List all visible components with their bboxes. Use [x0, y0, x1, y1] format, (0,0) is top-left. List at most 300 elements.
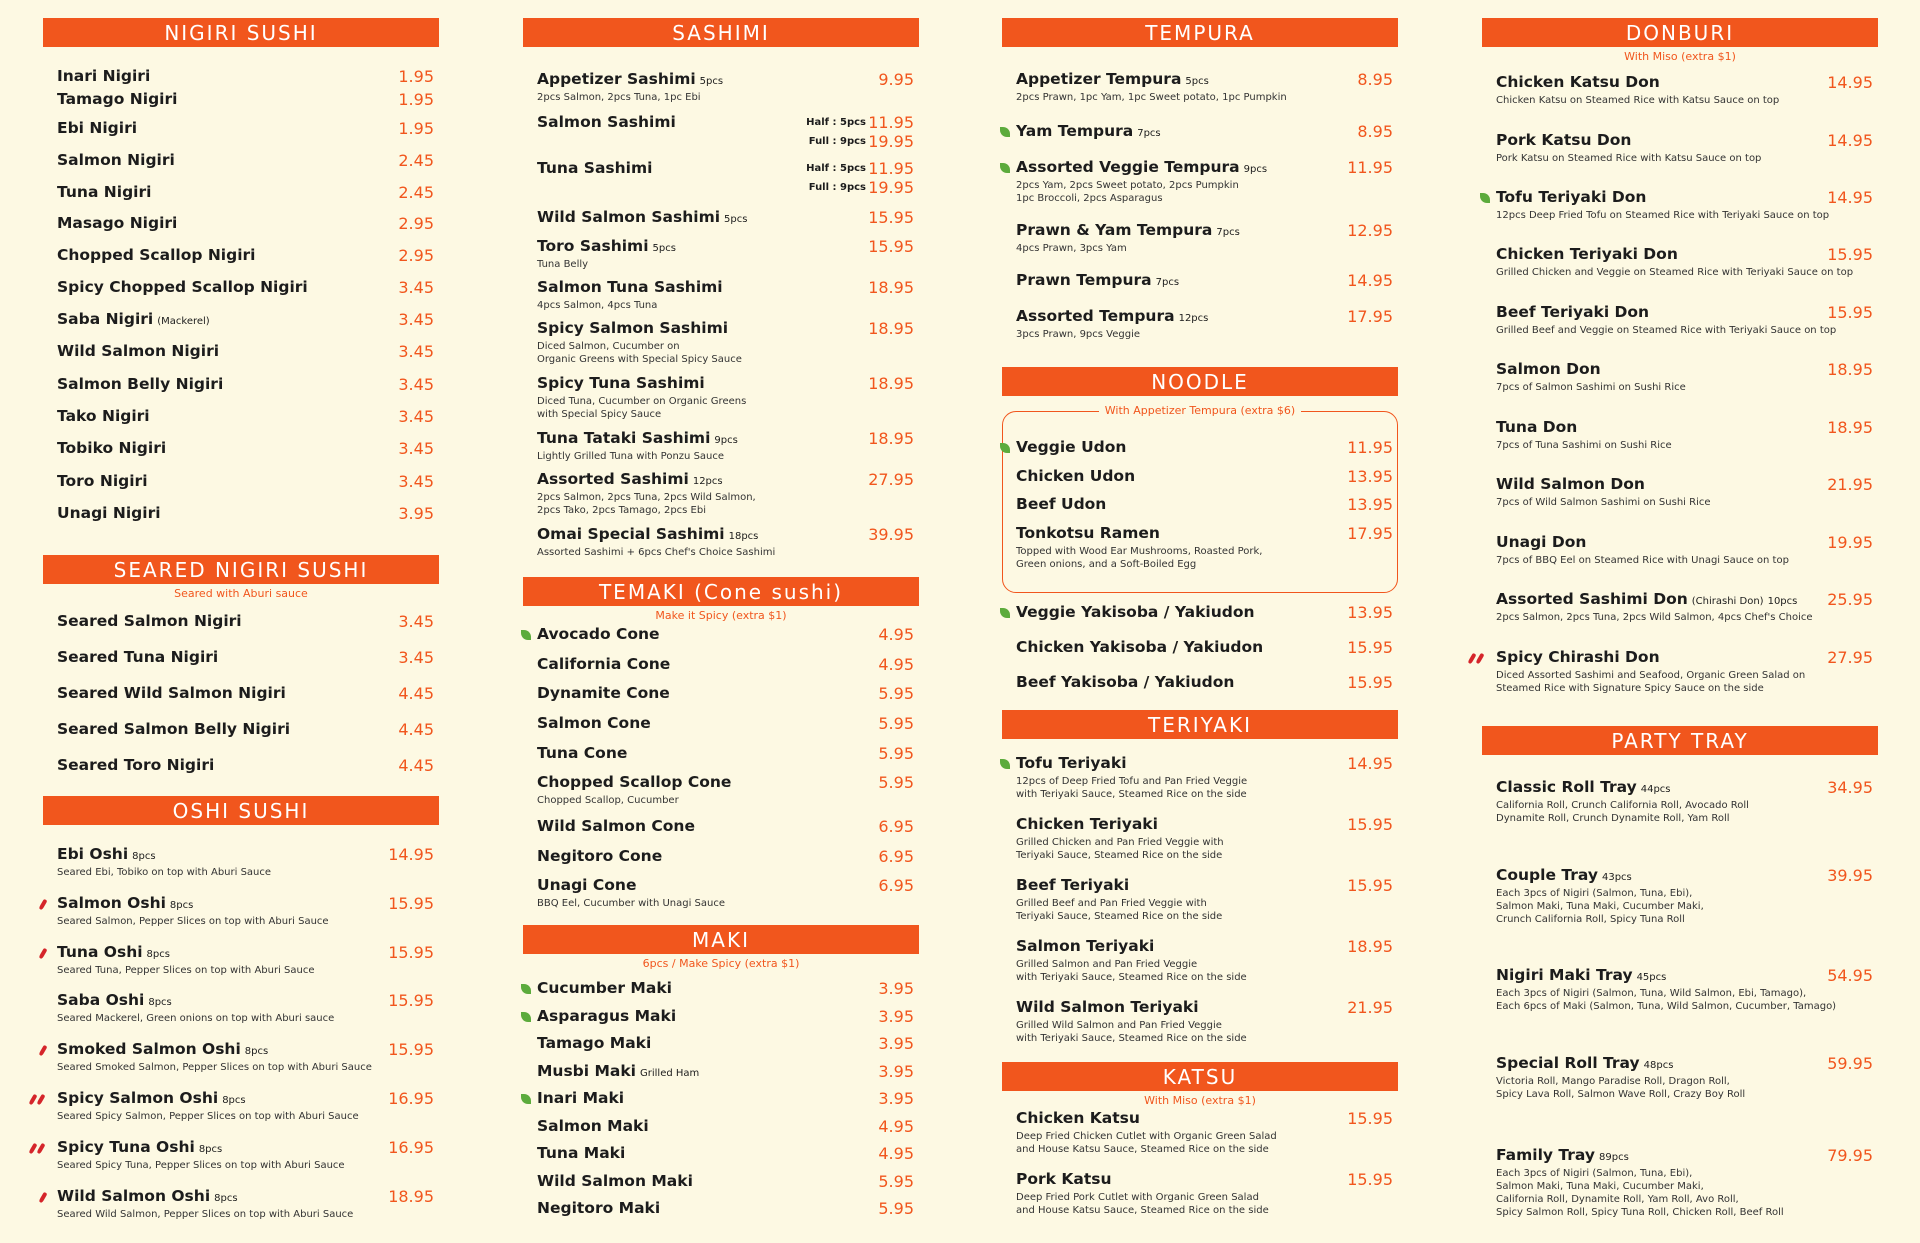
vegetarian-leaf-icon — [1480, 193, 1490, 203]
item-name — [1016, 221, 1240, 239]
full-portion-price: 19.95 — [868, 178, 914, 197]
item-name-text: Salmon Tuna Sashimi — [537, 278, 723, 296]
item-name — [537, 470, 723, 488]
item-description: 12pcs Deep Fried Tofu on Steamed Rice with Teriyaki Sauce on top — [1496, 210, 1830, 221]
vegetarian-leaf-icon — [1000, 759, 1010, 769]
item-qualifier: 7pcs — [1137, 128, 1161, 139]
item-description: Each 3pcs of Nigiri (Salmon, Tuna, Wild Salmon, Ebi, Tamago), Each 6pcs of Maki (Salmon, Tuna, Wild Salmon, Cucumber, Tamago) — [1496, 988, 1837, 1012]
item-qualifier: 12pcs — [692, 476, 723, 487]
item-price: 27.95 — [868, 470, 914, 489]
item-price: 18.95 — [868, 319, 914, 338]
item-name — [1016, 876, 1129, 894]
item-name-text: Family Tray — [1496, 1146, 1596, 1164]
item-qualifier: 5pcs — [724, 214, 748, 225]
item-qualifier: (Mackerel) — [157, 316, 210, 327]
spicy-chili-icon — [1476, 653, 1485, 665]
item-price: 18.95 — [1827, 360, 1873, 379]
item-name-text: Unagi Don — [1496, 533, 1587, 551]
item-description: Grilled Wild Salmon and Pan Fried Veggie with Teriyaki Sauce, Steamed Rice on the side — [1016, 1020, 1247, 1044]
item-name-text: Dynamite Cone — [537, 684, 670, 702]
item-name — [57, 845, 156, 863]
spicy-chili-icon — [39, 1192, 48, 1204]
item-price: 5.95 — [878, 684, 914, 703]
item-price: 6.95 — [878, 876, 914, 895]
item-name — [57, 375, 223, 393]
item-price: 15.95 — [388, 943, 434, 962]
spicy-chili-icon — [37, 1143, 46, 1155]
item-name-text: Veggie Udon — [1016, 438, 1127, 456]
vegetarian-leaf-icon — [1000, 163, 1010, 173]
item-name — [537, 113, 676, 131]
half-portion-label: Half : 5pcs — [806, 163, 866, 174]
item-name — [1016, 673, 1234, 691]
item-name-text: Wild Salmon Oshi — [57, 1187, 211, 1205]
section-title: TEMPURA — [1002, 18, 1398, 47]
item-name-text: Seared Tuna Nigiri — [57, 648, 219, 666]
item-description: Lightly Grilled Tuna with Ponzu Sauce — [537, 451, 725, 462]
item-name-text: Assorted Sashimi Don — [1496, 590, 1688, 608]
item-price: 3.95 — [878, 1007, 914, 1026]
item-name — [537, 237, 676, 255]
item-price: 1.95 — [398, 67, 434, 86]
item-description: Grilled Chicken and Pan Fried Veggie with Teriyaki Sauce, Steamed Rice on the side — [1016, 837, 1224, 861]
item-description: 2pcs Salmon, 2pcs Tuna, 2pcs Wild Salmon, 4pcs Chef's Choice — [1496, 612, 1813, 623]
item-name-text: Tuna Tataki Sashimi — [537, 429, 711, 447]
item-price: 9.95 — [878, 70, 914, 89]
item-description: Seared Salmon, Pepper Slices on top with Aburi Sauce — [57, 916, 329, 927]
item-name-text: Wild Salmon Teriyaki — [1016, 998, 1199, 1016]
item-name-text: Wild Salmon Nigiri — [57, 342, 220, 360]
section-title: PARTY TRAY — [1482, 726, 1878, 755]
item-description: Grilled Beef and Veggie on Steamed Rice with Teriyaki Sauce on top — [1496, 325, 1837, 336]
item-name — [1496, 648, 1660, 666]
section-title: NOODLE — [1002, 367, 1398, 396]
item-name — [57, 504, 161, 522]
item-qualifier: 8pcs — [244, 1046, 269, 1057]
item-name-text: Tuna Sashimi — [537, 159, 653, 177]
item-description: Grilled Chicken and Veggie on Steamed Rice with Teriyaki Sauce on top — [1496, 267, 1854, 278]
item-name-text: Avocado Cone — [537, 625, 660, 643]
item-name — [1496, 418, 1577, 436]
item-name — [57, 439, 166, 457]
item-name-text: Musbi Maki — [537, 1062, 636, 1080]
item-qualifier: 5pcs — [699, 76, 724, 87]
item-name — [537, 847, 662, 865]
item-name — [57, 310, 210, 328]
item-name-text: Tamago Maki — [537, 1034, 652, 1052]
item-qualifier: 5pcs — [1185, 76, 1209, 87]
item-name-text: Wild Salmon Maki — [537, 1172, 693, 1190]
item-name-text: Prawn Tempura — [1016, 271, 1152, 289]
item-name-text: Spicy Salmon Sashimi — [537, 319, 729, 337]
item-price: 13.95 — [1347, 467, 1393, 486]
item-description: California Roll, Crunch California Roll, Avocado Roll Dynamite Roll, Crunch Dynamite Roll, Yam Roll — [1496, 800, 1749, 824]
spicy-chili-icon — [37, 1094, 46, 1106]
item-price: 14.95 — [1827, 188, 1873, 207]
item-price: 21.95 — [1347, 998, 1393, 1017]
item-qualifier: 8pcs — [222, 1095, 246, 1106]
item-name — [537, 1199, 660, 1217]
noodle-subtitle-text: With Appetizer Tempura (extra $6) — [1099, 404, 1301, 417]
item-name-text: Chicken Katsu Don — [1496, 73, 1660, 91]
item-price: 17.95 — [1347, 524, 1393, 543]
item-name-text: Chicken Teriyaki — [1016, 815, 1158, 833]
section-title: SEARED NIGIRI SUSHI — [43, 555, 439, 584]
item-description: 7pcs of Tuna Sashimi on Sushi Rice — [1496, 440, 1672, 451]
item-description: 2pcs Salmon, 2pcs Tuna, 1pc Ebi — [537, 92, 701, 103]
item-name — [537, 1034, 651, 1052]
item-name — [1016, 122, 1161, 140]
section-title: TEMAKI (Cone sushi) — [523, 577, 919, 606]
item-description: Deep Fried Pork Cutlet with Organic Green Salad and House Katsu Sauce, Steamed Rice on the side — [1016, 1192, 1269, 1216]
item-qualifier: 7pcs — [1155, 277, 1180, 288]
section-title: OSHI SUSHI — [43, 796, 439, 825]
item-price: 79.95 — [1827, 1146, 1873, 1165]
item-name-text: Couple Tray — [1496, 866, 1598, 884]
item-name — [537, 744, 627, 762]
spicy-chili-icon — [39, 948, 48, 960]
item-name — [537, 319, 728, 337]
item-name-text: Toro Nigiri — [57, 472, 148, 490]
vegetarian-leaf-icon — [521, 1012, 531, 1022]
item-name-text: Assorted Veggie Tempura — [1016, 158, 1240, 176]
item-name-text: Tuna Don — [1496, 418, 1578, 436]
item-name — [57, 214, 177, 232]
item-name — [57, 67, 150, 85]
item-name — [537, 1117, 649, 1135]
item-name — [1496, 533, 1586, 551]
item-price: 27.95 — [1827, 648, 1873, 667]
vegetarian-leaf-icon — [1000, 608, 1010, 618]
item-price: 18.95 — [868, 429, 914, 448]
item-name-text: Salmon Teriyaki — [1016, 937, 1155, 955]
item-name-text: Chopped Scallop Cone — [537, 773, 732, 791]
item-description: Seared Mackerel, Green onions on top with Aburi sauce — [57, 1013, 335, 1024]
item-price: 3.45 — [398, 278, 434, 297]
item-price: 4.45 — [398, 720, 434, 739]
item-name — [57, 90, 177, 108]
item-name — [1016, 158, 1267, 176]
item-price: 25.95 — [1827, 590, 1873, 609]
item-name — [57, 278, 308, 296]
section-subtitle — [1002, 404, 1398, 417]
item-qualifier: 8pcs — [214, 1193, 238, 1204]
item-name — [537, 159, 652, 177]
item-qualifier: 89pcs — [1599, 1152, 1629, 1163]
item-price: 15.95 — [868, 208, 914, 227]
item-name-text: Salmon Cone — [537, 714, 651, 732]
item-name-text: Tuna Maki — [537, 1144, 626, 1162]
item-price: 14.95 — [388, 845, 434, 864]
item-price: 39.95 — [1827, 866, 1873, 885]
item-description: 7pcs of Salmon Sashimi on Sushi Rice — [1496, 382, 1686, 393]
item-price: 2.95 — [398, 214, 434, 233]
item-name — [57, 1089, 246, 1107]
item-name-text: Inari Maki — [537, 1089, 625, 1107]
item-description: Seared Spicy Tuna, Pepper Slices on top with Aburi Sauce — [57, 1160, 345, 1171]
section-subtitle: Seared with Aburi sauce — [174, 587, 308, 600]
item-name — [1016, 467, 1135, 485]
full-portion-label: Full : 9pcs — [808, 182, 866, 193]
item-name — [1016, 937, 1154, 955]
item-price: 14.95 — [1827, 73, 1873, 92]
item-description: Each 3pcs of Nigiri (Salmon, Tuna, Ebi), Salmon Maki, Tuna Maki, Cucumber Maki, California Roll, Dynamite Roll, Yam Roll, Avo Roll, Spicy Salmon Roll, Spicy Tuna Roll, Chicken Roll, Beef Roll — [1496, 1168, 1784, 1218]
section-noodle — [1002, 367, 1398, 692]
item-name — [57, 119, 137, 137]
item-name-text: Seared Toro Nigiri — [57, 756, 215, 774]
item-qualifier: 48pcs — [1643, 1060, 1674, 1071]
item-name-text: Tuna Cone — [537, 744, 628, 762]
spicy-chili-icon — [39, 899, 48, 911]
item-name-text: Spicy Chopped Scallop Nigiri — [57, 278, 308, 296]
item-name — [1016, 998, 1199, 1016]
item-qualifier: 43pcs — [1601, 872, 1632, 883]
half-portion-label: Half : 5pcs — [806, 117, 866, 128]
section-teriyaki — [1002, 710, 1398, 1044]
item-price: 11.95 — [1347, 438, 1393, 457]
item-price: 5.95 — [878, 1199, 914, 1218]
item-price: 12.95 — [1347, 221, 1393, 240]
item-name-text: Spicy Chirashi Don — [1496, 648, 1660, 666]
item-description: 2pcs Salmon, 2pcs Tuna, 2pcs Wild Salmon, 2pcs Tako, 2pcs Tamago, 2pcs Ebi — [537, 492, 756, 516]
item-price: 34.95 — [1827, 778, 1873, 797]
item-description: Victoria Roll, Mango Paradise Roll, Dragon Roll, Spicy Lava Roll, Salmon Wave Roll, Crazy Boy Roll — [1496, 1076, 1746, 1100]
item-name — [57, 472, 148, 490]
item-price: 11.95 — [1347, 158, 1393, 177]
item-name — [537, 625, 660, 643]
item-price: 18.95 — [868, 278, 914, 297]
item-name — [1016, 1109, 1140, 1127]
item-description: 2pcs Prawn, 1pc Yam, 1pc Sweet potato, 1pc Pumpkin — [1016, 92, 1287, 103]
item-price: 4.45 — [398, 756, 434, 775]
item-price: 14.95 — [1347, 271, 1393, 290]
item-qualifier: 8pcs — [169, 900, 194, 911]
item-name-text: Tofu Teriyaki Don — [1496, 188, 1647, 206]
section-seared — [43, 555, 439, 775]
item-name — [537, 876, 636, 894]
item-name — [537, 208, 747, 226]
item-price: 15.95 — [1827, 245, 1873, 264]
item-name — [57, 991, 172, 1009]
item-price: 19.95 — [1827, 533, 1873, 552]
item-description: Diced Tuna, Cucumber on Organic Greens with Special Spicy Sauce — [537, 396, 747, 420]
item-name — [537, 684, 670, 702]
item-price: 14.95 — [1347, 754, 1393, 773]
item-name — [1016, 307, 1208, 325]
section-temaki — [523, 577, 919, 909]
item-name — [537, 979, 672, 997]
section-title: KATSU — [1002, 1062, 1398, 1091]
item-name-text: Chicken Udon — [1016, 467, 1136, 485]
half-portion-price: 11.95 — [868, 113, 914, 132]
section-donburi — [1482, 18, 1878, 694]
item-name-text: Omai Special Sashimi — [537, 525, 725, 543]
item-name — [57, 756, 214, 774]
item-name — [537, 773, 731, 791]
item-name — [1496, 778, 1671, 796]
item-name — [57, 407, 150, 425]
item-name — [1496, 1146, 1629, 1164]
item-price: 4.95 — [878, 655, 914, 674]
item-name — [1016, 815, 1158, 833]
item-name — [1496, 866, 1632, 884]
item-name-text: Salmon Sashimi — [537, 113, 676, 131]
item-description: 3pcs Prawn, 9pcs Veggie — [1016, 329, 1141, 340]
item-price: 4.95 — [878, 1144, 914, 1163]
item-price: 3.95 — [878, 1062, 914, 1081]
item-price: 18.95 — [1347, 937, 1393, 956]
section-katsu — [1002, 1062, 1398, 1216]
item-description: 7pcs of Wild Salmon Sashimi on Sushi Rice — [1496, 497, 1711, 508]
item-price: 3.45 — [398, 375, 434, 394]
item-name-text: Inari Nigiri — [57, 67, 151, 85]
item-name — [1496, 475, 1645, 493]
item-name-text: Toro Sashimi — [537, 237, 649, 255]
item-description: Chopped Scallop, Cucumber — [537, 795, 679, 806]
item-description: Assorted Sashimi + 6pcs Chef's Choice Sashimi — [537, 547, 776, 558]
item-name-text: Tofu Teriyaki — [1016, 754, 1127, 772]
item-price: 8.95 — [1357, 122, 1393, 141]
section-subtitle: Make it Spicy (extra $1) — [655, 609, 787, 622]
item-name — [537, 525, 758, 543]
item-name — [537, 655, 670, 673]
item-qualifier: 8pcs — [198, 1144, 223, 1155]
item-name — [57, 246, 255, 264]
item-name — [57, 1040, 268, 1058]
item-qualifier: 8pcs — [148, 997, 172, 1008]
item-name — [57, 1187, 238, 1205]
item-name-text: Saba Oshi — [57, 991, 145, 1009]
item-price: 18.95 — [388, 1187, 434, 1206]
item-price: 21.95 — [1827, 475, 1873, 494]
section-subtitle: With Miso (extra $1) — [1144, 1094, 1256, 1107]
item-price: 16.95 — [388, 1089, 434, 1108]
item-price: 5.95 — [878, 773, 914, 792]
item-price: 4.95 — [878, 625, 914, 644]
item-name-text: Chicken Teriyaki Don — [1496, 245, 1678, 263]
item-description: Chicken Katsu on Steamed Rice with Katsu Sauce on top — [1496, 95, 1780, 106]
item-name — [1496, 303, 1649, 321]
item-description: Pork Katsu on Steamed Rice with Katsu Sauce on top — [1496, 153, 1762, 164]
item-name-text: Unagi Nigiri — [57, 504, 161, 522]
section-title: TERIYAKI — [1002, 710, 1398, 739]
item-name-text: Seared Wild Salmon Nigiri — [57, 684, 286, 702]
item-name-text: Seared Salmon Nigiri — [57, 612, 242, 630]
item-name — [57, 342, 219, 360]
item-qualifier: 8pcs — [132, 851, 156, 862]
item-name — [1016, 271, 1179, 289]
item-price: 15.95 — [1347, 638, 1393, 657]
item-qualifier: 18pcs — [728, 531, 759, 542]
item-name — [57, 1138, 222, 1156]
item-name — [1496, 131, 1631, 149]
item-price: 3.45 — [398, 612, 434, 631]
item-description: 4pcs Salmon, 4pcs Tuna — [537, 300, 658, 311]
item-name-text: Assorted Sashimi — [537, 470, 689, 488]
item-name-text: Assorted Tempura — [1016, 307, 1175, 325]
item-name-text: Beef Udon — [1016, 495, 1107, 513]
item-name — [57, 894, 193, 912]
item-name-text: Seared Salmon Belly Nigiri — [57, 720, 291, 738]
item-qualifier: 9pcs — [1243, 164, 1268, 175]
item-name-text: Appetizer Tempura — [1016, 70, 1182, 88]
item-price: 39.95 — [868, 525, 914, 544]
item-description: 2pcs Yam, 2pcs Sweet potato, 2pcs Pumpkin 1pc Broccoli, 2pcs Asparagus — [1016, 180, 1239, 204]
section-title: SASHIMI — [523, 18, 919, 47]
section-subtitle: 6pcs / Make Spicy (extra $1) — [642, 957, 800, 970]
item-price: 6.95 — [878, 817, 914, 836]
item-description: Tuna Belly — [537, 259, 589, 270]
item-name — [1016, 1170, 1112, 1188]
item-name — [57, 183, 151, 201]
item-price: 3.95 — [878, 1034, 914, 1053]
section-subtitle: With Miso (extra $1) — [1624, 50, 1736, 63]
item-price: 3.95 — [398, 504, 434, 523]
item-price: 5.95 — [878, 1172, 914, 1191]
item-name — [57, 648, 218, 666]
item-name — [1496, 360, 1601, 378]
item-name — [1496, 1054, 1673, 1072]
full-portion-label: Full : 9pcs — [808, 136, 866, 147]
item-description: Seared Smoked Salmon, Pepper Slices on top with Aburi Sauce — [57, 1062, 372, 1073]
item-price: 3.45 — [398, 648, 434, 667]
item-name-text: Salmon Oshi — [57, 894, 166, 912]
item-price: 13.95 — [1347, 603, 1393, 622]
item-name — [1496, 73, 1660, 91]
item-price: 18.95 — [868, 374, 914, 393]
section-tempura — [1002, 18, 1398, 340]
item-description: Seared Ebi, Tobiko on top with Aburi Sauce — [57, 867, 272, 878]
item-name-text: Appetizer Sashimi — [537, 70, 696, 88]
item-name-text: Unagi Cone — [537, 876, 637, 894]
item-name-text: Special Roll Tray — [1496, 1054, 1640, 1072]
item-name — [537, 714, 651, 732]
item-name-text: Beef Teriyaki — [1016, 876, 1130, 894]
item-price: 15.95 — [1347, 1170, 1393, 1189]
item-price: 15.95 — [1347, 815, 1393, 834]
item-price: 15.95 — [388, 991, 434, 1010]
vegetarian-leaf-icon — [521, 984, 531, 994]
vegetarian-leaf-icon — [521, 1094, 531, 1104]
item-price: 3.45 — [398, 342, 434, 361]
item-price: 17.95 — [1347, 307, 1393, 326]
item-name-text: Ebi Nigiri — [57, 119, 138, 137]
section-sashimi — [523, 18, 919, 558]
item-name-text: Tamago Nigiri — [57, 90, 178, 108]
item-name — [537, 1062, 699, 1080]
item-name-text: Chicken Yakisoba / Yakiudon — [1016, 638, 1264, 656]
item-price: 8.95 — [1357, 70, 1393, 89]
item-name — [1496, 245, 1678, 263]
item-qualifier: Grilled Ham — [640, 1068, 700, 1079]
item-name-text: Negitoro Maki — [537, 1199, 661, 1217]
item-price: 6.95 — [878, 847, 914, 866]
item-price: 5.95 — [878, 714, 914, 733]
item-name — [1016, 754, 1127, 772]
item-price: 14.95 — [1827, 131, 1873, 150]
item-name-text: Prawn & Yam Tempura — [1016, 221, 1213, 239]
item-price: 3.45 — [398, 472, 434, 491]
item-price: 15.95 — [388, 894, 434, 913]
item-price: 2.45 — [398, 151, 434, 170]
item-name-text: Ebi Oshi — [57, 845, 129, 863]
item-name-text: Classic Roll Tray — [1496, 778, 1637, 796]
item-price: 2.95 — [398, 246, 434, 265]
full-portion-price: 19.95 — [868, 132, 914, 151]
item-price: 16.95 — [388, 1138, 434, 1157]
item-description: 7pcs of BBQ Eel on Steamed Rice with Unagi Sauce on top — [1496, 555, 1789, 566]
item-qualifier: 12pcs — [1178, 313, 1209, 324]
